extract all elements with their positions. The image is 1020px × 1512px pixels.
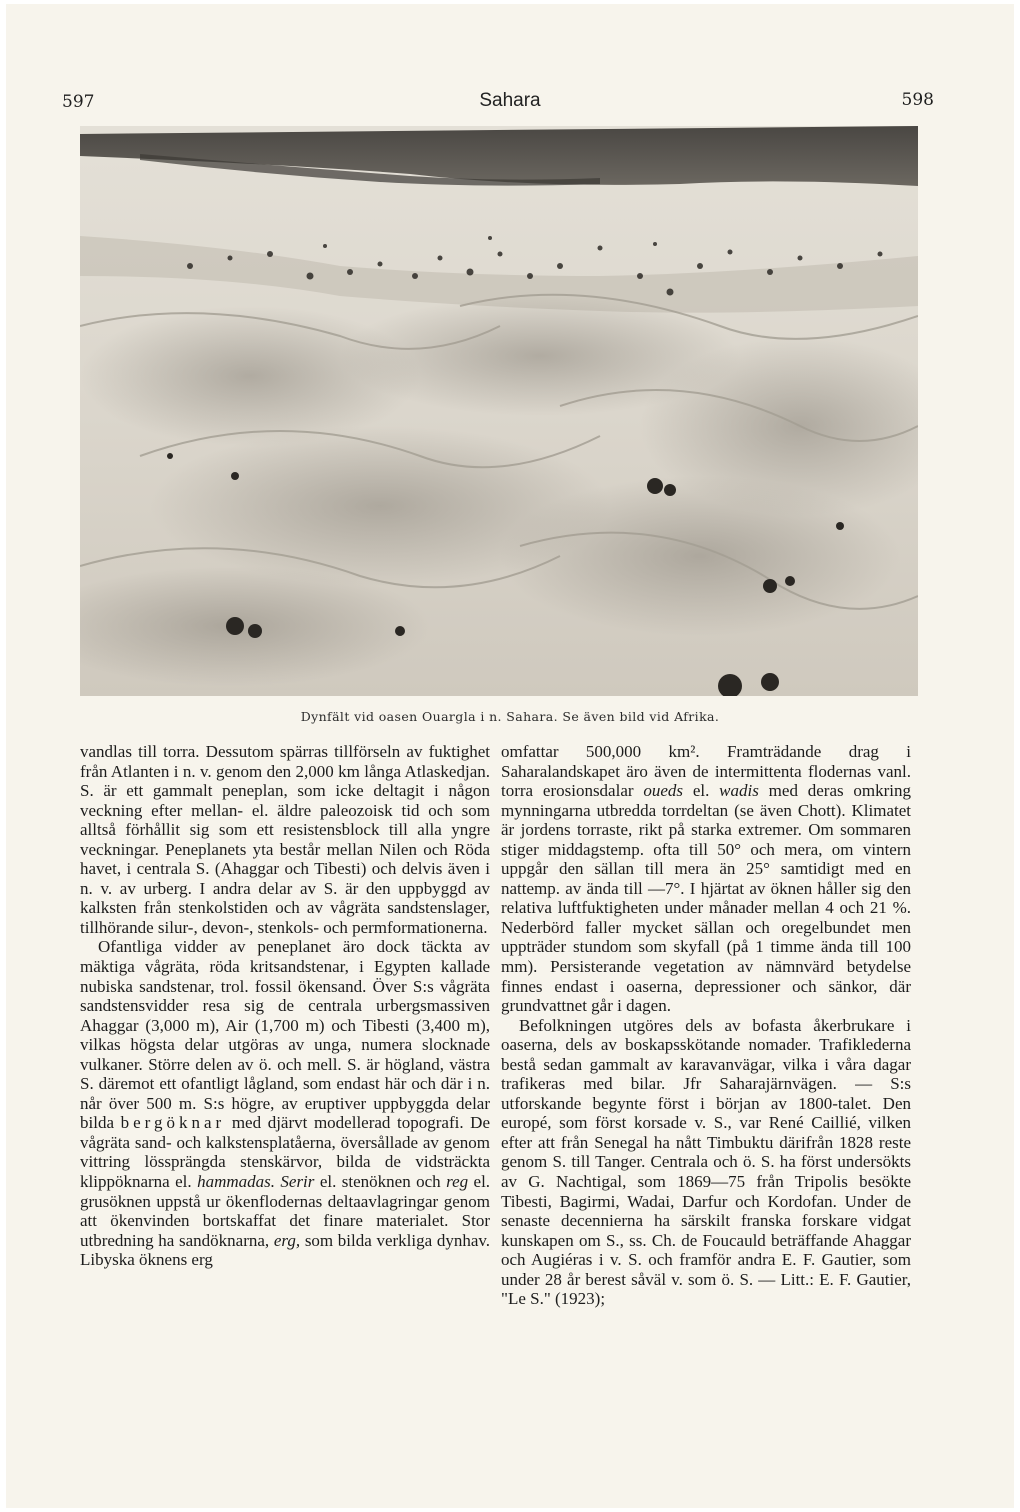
page-number-left: 597 (62, 92, 95, 112)
text-column-right (501, 742, 911, 1309)
paragraph: Ofantliga vidder av peneplanet äro dock täckta av mäktiga vågräta, röda kritsandstenar, i Egypten kallade nubiska sandstenar, trol. fossil ökensand. Över S:s vågräta sandstensvidder resa sig de centrala urbergsmassiven Ahaggar (3,000 m), Air (1,700 m) och Tibesti (3,400 m), vilkas högsta delar utgöras av unga, numera slocknade vulkaner. Större delen av ö. och mell. S. är högland, västra S. däremot ett ofantligt lågland, som endast här och där i n. når över 500 m. S:s högre, av eruptiver uppbyggda delar bilda bergöknar med djärvt modellerad topografi. De vågräta sand- och kalkstensplatåerna, översållade av genom vittring lössprängda stenskärvor, bilda de vidsträckta klippöknarna el. hammadas. Serir el. stenöknen och reg el. grusöknen uppstå ur ökenflodernas deltaavlagringar genom att ökenvinden bortskaffat det finare materialet. Stor utbredning ha sandöknarna, erg, som bilda verkliga dynhav. Libyska öknens erg (80, 937, 491, 1270)
page-header (6, 90, 1014, 118)
figure-caption: Dynfält vid oasen Ouargla i n. Sahara. Se även bild vid Afrika. (300, 709, 720, 724)
desert-dunes-photo (80, 126, 918, 696)
running-title: Sahara (479, 90, 541, 111)
paragraph: Befolkningen utgöres dels av bofasta åkerbrukare i oaserna, dels av boskapsskötande nomader. Trafiklederna bestå sedan gammalt av karavanvägar, vilka i våra dagar trafikeras med bilar. Jfr Saharajärnvägen. — S:s utforskande begynte först i början av 1800-talet. Den europé, som först korsade v. S., var René Caillié, vilken efter att från Senegal ha nått Timbuktu därifrån 1828 reste genom S. till Tanger. Centrala och ö. S. ha först undersökts av G. Nachtigal, som 1869—75 från Tripolis besökte Tibesti, Bagirmi, Wadai, Darfur och Kordofan. Under de senaste decennierna ha särskilt franska forskare vidgat kunskapen om S., ss. Ch. de Foucauld beträffande Ahaggar och Augiéras i v. S. och framför andra E. F. Gautier, som under 28 år berest såväl v. som ö. S. — Litt.: E. F. Gautier, "Le S." (1923); (501, 1015, 911, 1309)
page-number-right: 598 (901, 90, 934, 110)
paragraph: omfattar 500,000 km². Framträdande drag i Saharalandskapet äro även de intermittenta flodernas vanl. torra erosionsdalar oueds el. wadis med deras omkring mynningarna utbredda torrdeltan (se även Chott). Klimatet är jordens torraste, rikt på starka extremer. Om sommaren stiger middagstemp. ofta till 50° och mera, om vintern uppgår den sällan till mera än 25° samtidigt med en nattemp. av ända till —7°. I hjärtat av öknen håller sig den relativa luftfuktigheten under månader mellan 4 och 21 %. Nederbörd faller mycket sällan och oregelbundet men uppträder stundom som skyfall (på 1 timme ända till 100 mm). Persisterande vegetation av nämnvärd betydelse finnes endast i oaserna, depressioner och sänkor, där grundvattnet går i dagen. (501, 742, 912, 1016)
text-column-left (80, 742, 490, 1270)
paragraph: vandlas till torra. Dessutom spärras tillförseln av fuktighet från Atlanten i n. v. genom den 2,000 km långa Atlaskedjan. S. är ett gammalt peneplan, som icke deltagit i någon veckning efter mellan- el. äldre paleozoisk tid och som alltså förhållit sig som ett resistensblock till alla yngre veckningar. Peneplanets yta består mellan Nilen och Röda havet, i centrala S. (Ahaggar och Tibesti) och delvis även i n. v. av urberg. I andra delar av S. är den uppbyggd av kalksten från stenkolstiden och av vågräta sandstenslager, tillhörande silur-, devon-, stenkols- och permformationerna. (80, 742, 490, 937)
page-sheet (6, 4, 1014, 1508)
